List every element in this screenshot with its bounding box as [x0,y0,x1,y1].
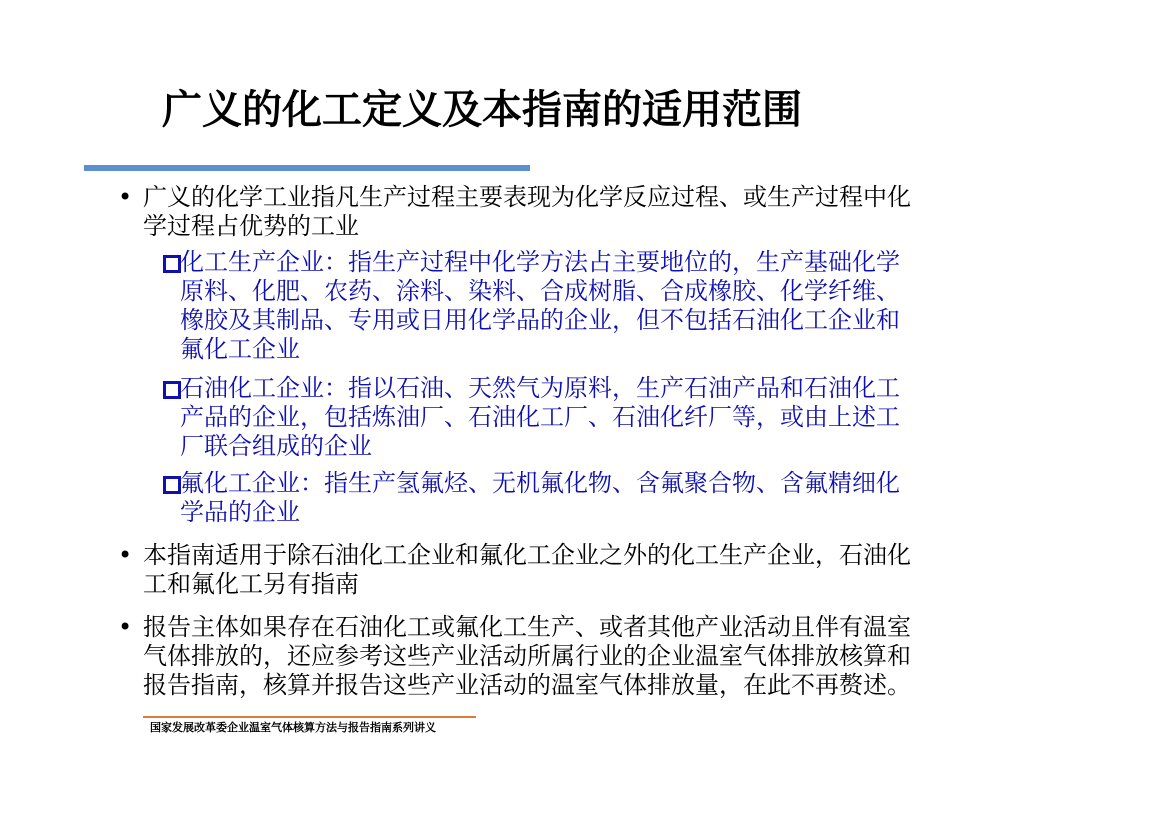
bullet-line: 本指南适用于除石油化工企业和氟化工企业之外的化工生产企业，石油化 [143,541,911,569]
bullet-dot: • [118,613,133,641]
bullet-line: 学过程占优势的工业 [143,212,359,240]
bullet-dot: • [118,183,133,211]
sub-bullet-line: 原料、化肥、农药、涂料、染料、合成树脂、合成橡胶、化学纤维、 [180,277,900,305]
sub-bullet-line: 石油化工企业：指以石油、天然气为原料，生产石油产品和石油化工 [180,374,900,402]
footer-text: 国家发展改革委企业温室气体核算方法与报告指南系列讲义 [150,721,436,734]
square-bullet-icon [163,381,181,399]
bullet-line: 广义的化学工业指凡生产过程主要表现为化学反应过程、或生产过程中化 [143,183,911,211]
bullet-dot: • [118,541,133,569]
sub-bullet-line: 厂联合组成的企业 [180,432,372,460]
bullet-line: 气体排放的，还应参考这些产业活动所属行业的企业温室气体排放核算和 [143,642,911,670]
page-title: 广义的化工定义及本指南的适用范围 [162,87,802,133]
sub-bullet-line: 氟化工企业 [180,335,300,363]
bullet-line: 报告主体如果存在石油化工或氟化工生产、或者其他产业活动且伴有温室 [143,613,911,641]
square-bullet-icon [163,476,181,494]
footer-divider [143,716,476,718]
bullet-line: 报告指南，核算并报告这些产业活动的温室气体排放量，在此不再赘述。 [143,671,911,699]
sub-bullet-line: 氟化工企业：指生产氢氟烃、无机氟化物、含氟聚合物、含氟精细化 [180,469,900,497]
square-bullet-icon [163,255,181,273]
sub-bullet-line: 产品的企业，包括炼油厂、石油化工厂、石油化纤厂等，或由上述工 [180,403,900,431]
bullet-line: 工和氟化工另有指南 [143,570,359,598]
sub-bullet-line: 化工生产企业：指生产过程中化学方法占主要地位的，生产基础化学 [180,248,900,276]
sub-bullet-line: 橡胶及其制品、专用或日用化学品的企业，但不包括石油化工企业和 [180,306,900,334]
title-underline [84,165,530,171]
sub-bullet-line: 学品的企业 [180,498,300,526]
